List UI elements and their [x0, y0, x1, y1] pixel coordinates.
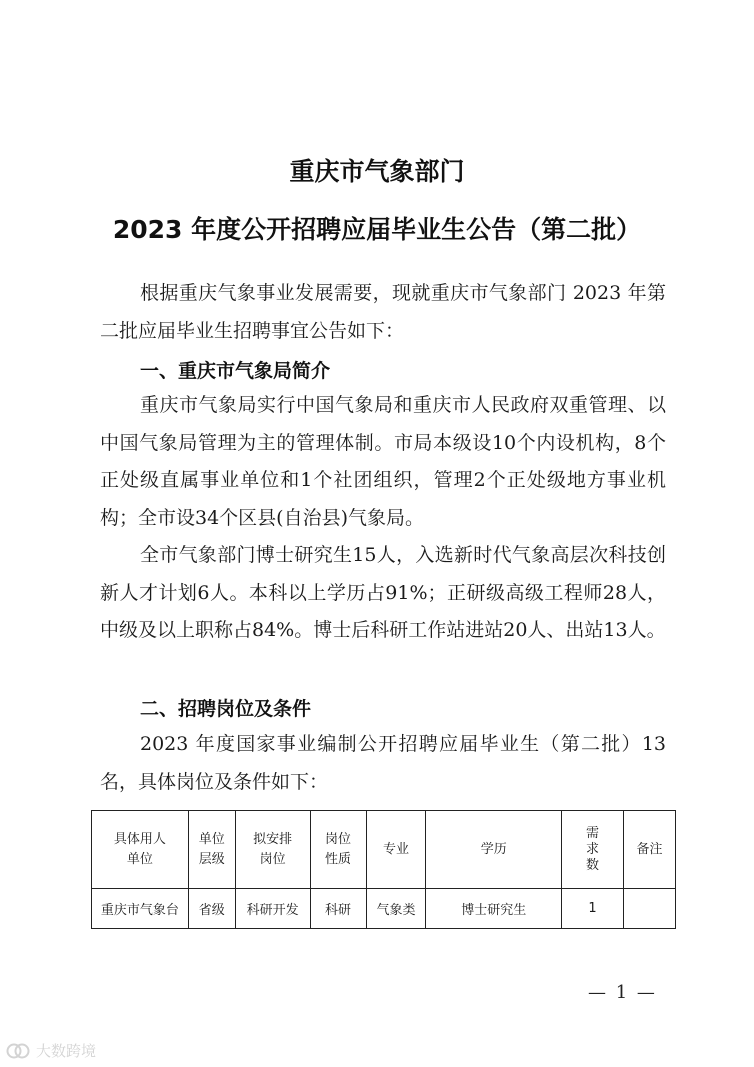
section1-paragraph-2: 全市气象部门博士研究生15人，入选新时代气象高层次科技创新人才计划6人。本科以上学历占91%；正研级高级工程师28人，中级及以上职称占84%。博士后科研工作站进站20人、出站13人。 — [100, 544, 666, 641]
watermark-text: 大数跨境 — [36, 1042, 97, 1060]
header-education: 学历 — [426, 811, 562, 889]
header-level: 单位 层级 — [188, 811, 235, 889]
table-row — [92, 889, 676, 929]
header-nature: 岗位 性质 — [310, 811, 366, 889]
cell-remarks — [624, 889, 676, 929]
header-major: 专业 — [366, 811, 426, 889]
watermark — [6, 1040, 96, 1061]
header-position: 拟安排 岗位 — [235, 811, 310, 889]
cell-quantity: 1 — [562, 889, 624, 929]
header-quantity: 需 求 数 — [562, 811, 624, 889]
cell-level: 省级 — [188, 889, 235, 929]
document-title-line1: 重庆市气象部门 — [289, 157, 465, 186]
cell-education: 博士研究生 — [426, 889, 562, 929]
cell-position: 科研开发 — [235, 889, 310, 929]
cell-major: 气象类 — [366, 889, 426, 929]
cell-unit: 重庆市气象台 — [92, 889, 189, 929]
document-title-line2: 2023 年度公开招聘应届毕业生公告（第二批） — [112, 215, 642, 244]
page-number: — 1 — — [588, 982, 657, 1003]
recruitment-table — [91, 810, 676, 929]
table-header-row — [92, 811, 676, 889]
header-remarks: 备注 — [624, 811, 676, 889]
section1-paragraph-1: 重庆市气象局实行中国气象局和重庆市人民政府双重管理、以中国气象局管理为主的管理体制。市局本级设10个内设机构，8个正处级直属事业单位和1个社团组织，管理2个正处级地方事业机构；全市设34个区县(自治县)气象局。 — [100, 394, 666, 529]
brand-logo-icon — [6, 1042, 30, 1060]
intro-paragraph: 根据重庆气象事业发展需要，现就重庆市气象部门 2023 年第二批应届毕业生招聘事宜公告如下： — [100, 282, 666, 342]
cell-nature: 科研 — [310, 889, 366, 929]
section2-heading: 二、招聘岗位及条件 — [140, 698, 312, 720]
header-unit: 具体用人 单位 — [92, 811, 189, 889]
section2-paragraph: 2023 年度国家事业编制公开招聘应届毕业生（第二批）13名，具体岗位及条件如下： — [100, 733, 666, 793]
section1-heading: 一、重庆市气象局简介 — [140, 360, 331, 382]
